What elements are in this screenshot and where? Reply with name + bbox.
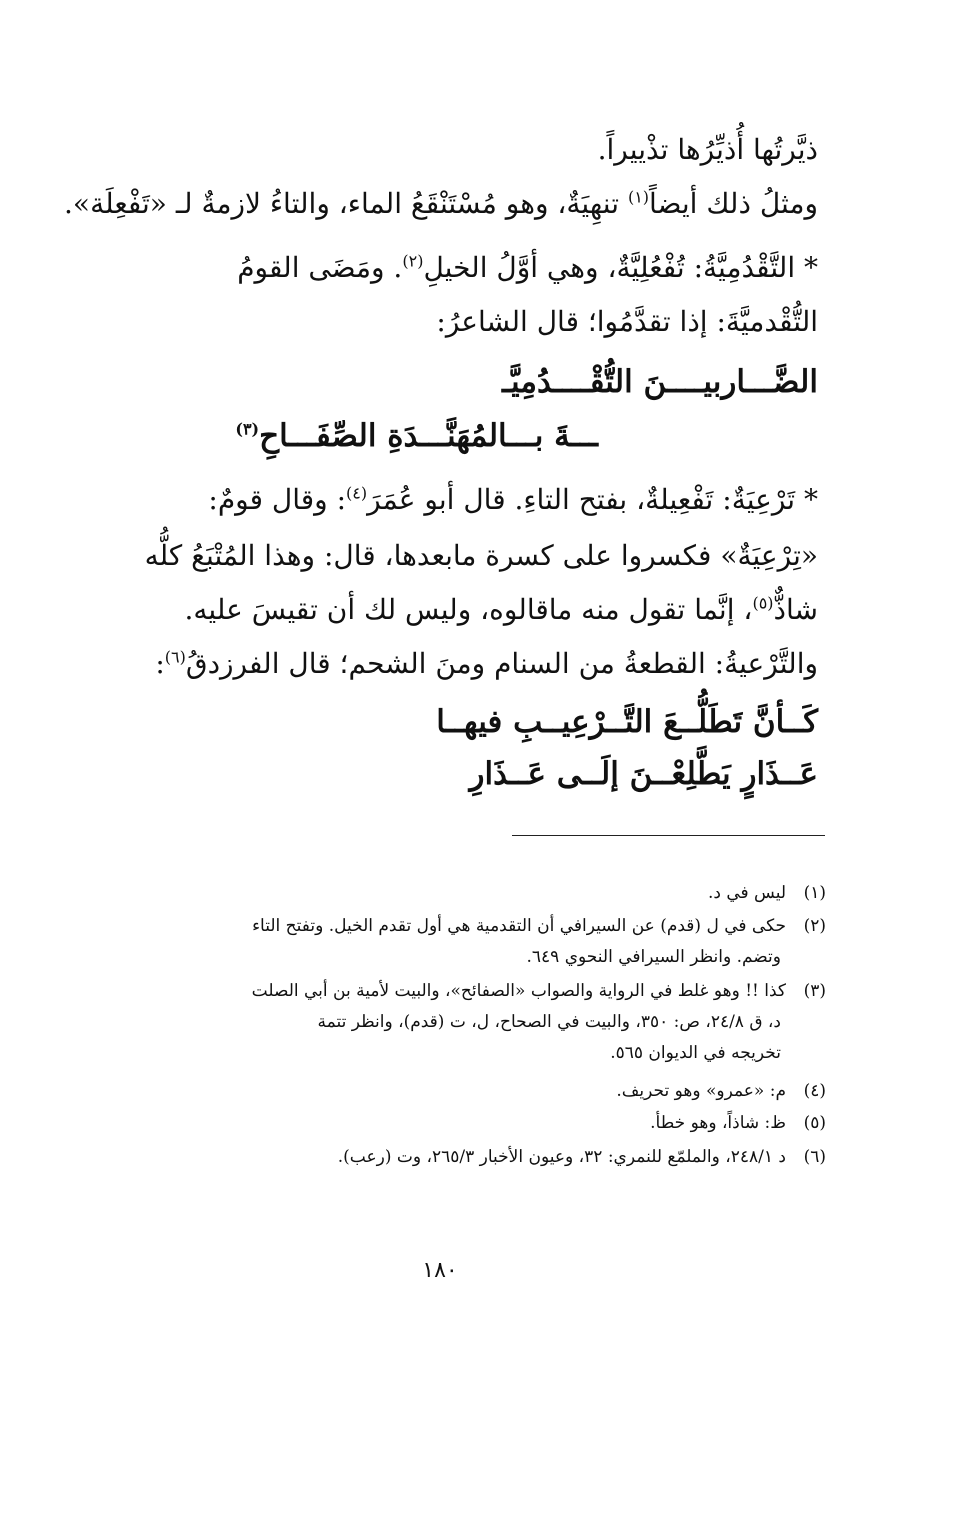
footnote-5 xyxy=(146,1108,826,1139)
footnote-number: (٥) xyxy=(803,1113,826,1133)
text-line-2 xyxy=(64,182,818,226)
footnote-number: (٤) xyxy=(803,1081,826,1101)
text-segment: : xyxy=(155,647,165,680)
footnote-4 xyxy=(146,1076,826,1107)
text-segment: * تَرْعِيَةٌ: تَفْعِيلةٌ، بفتح التاءِ. قال أبو عُمَرَ xyxy=(367,483,818,516)
footnote-text-continued: د، ق ٢٤/٨، ص: ٣٥٠، والبيت في الصحاح، ل، ت (قدم)، وانظر تتمة xyxy=(317,1012,781,1032)
footnote-text: م: «عمرو» وهو تحريف. xyxy=(616,1081,786,1101)
footnote-text: حكى في ل (قدم) عن السيرافي أن التقدمية هي أول تقدم الخيل. وتفتح التاء xyxy=(252,916,786,936)
text-line-1-content: ذيَّرتُها أُذيِّرُها تذْييراً. xyxy=(597,133,818,166)
text-segment: : وقال قومٌ: xyxy=(208,483,347,516)
text-segment: التُّقْدميَّةَ: إذا تقدَّمُوا؛ قال الشاعرُ: xyxy=(436,305,818,338)
footnote-text-continued: وتضم. وانظر السيرافي النحوي ٦٤٩. xyxy=(526,947,781,967)
text-segment: تنهِيَةٌ، وهو مُسْتَنْقَعُ الماء، والتاءُ لازمةٌ لـ «تَفْعِلَة». xyxy=(64,187,628,220)
footnote-6 xyxy=(146,1142,826,1173)
verse-text: ـــةَ بـــالمُهَنَّـــدَةِ الصِّفَـــاحِ xyxy=(259,418,598,454)
text-segment: شاذٌّ xyxy=(773,593,818,626)
text-line-5 xyxy=(208,478,818,522)
footnote-text: ليس في د. xyxy=(707,883,786,903)
text-segment: ومثلُ ذلك أيضاً xyxy=(649,187,818,220)
verse-text: الضَّـــاربيــــنَ التُّقْــــدُمِيَّـ xyxy=(501,364,818,400)
text-segment: «تِرْعِيَةٌ» فكسروا على كسرة مابعدها، قال: وهذا المُتْبَعُ كلُّه xyxy=(144,539,818,572)
verse-text: عَــذَارٍ يَطَّلِعْــنَ إلَــى عَــذَارِ xyxy=(469,756,818,792)
verse-text: كَــأنَّ تَطَلُّــعَ التَّــرْعِيــبِ فيهــا xyxy=(436,704,818,740)
verse-2-hemistich-2 xyxy=(469,752,818,796)
footnote-text-continued: تخريجه في الديوان ٥٦٥. xyxy=(610,1043,781,1063)
footnote-ref-4[interactable]: (٤) xyxy=(346,483,368,503)
footnote-number: (٣) xyxy=(803,981,826,1001)
footnote-ref-3[interactable]: (٣) xyxy=(235,419,260,439)
footnote-1 xyxy=(146,878,826,909)
text-segment: ، إنَّما تقول منه ماقالوه، وليس لك أن تقيسَ عليه. xyxy=(184,593,753,626)
footnote-number: (٦) xyxy=(803,1147,826,1167)
verse-1-hemistich-2 xyxy=(235,414,598,458)
text-line-1 xyxy=(598,128,818,172)
footnote-ref-5[interactable]: (٥) xyxy=(752,593,774,613)
verse-1-hemistich-1 xyxy=(502,360,818,404)
text-line-3 xyxy=(237,246,818,290)
footnote-3 xyxy=(146,976,826,1069)
text-segment: * التَّقْدُمِيَّةُ: تُفْعُلِيَّةٌ، وهي أوَّلُ الخيلِ xyxy=(423,251,818,284)
footnote-text: كذا !! وهو غلط في الرواية والصواب «الصفائح»، والبيت لأمية بن أبي الصلت xyxy=(251,981,786,1001)
text-segment: . ومَضَى القومُ xyxy=(237,251,403,284)
text-line-7 xyxy=(185,588,818,632)
page-number: ١٨٠ xyxy=(422,1258,458,1283)
footnote-ref-1[interactable]: (١) xyxy=(627,187,650,207)
footnote-text: د ٢٤٨/١، والملمّع للنمري: ٣٢، وعيون الأخبار ٢٦٥/٣، وت (رعب). xyxy=(337,1147,786,1167)
footnote-text: ظ: شاذاً، وهو خطأ. xyxy=(650,1113,786,1133)
footnote-number: (١) xyxy=(803,883,826,903)
text-segment: والتَّرْعيةُ: القطعةُ من السنام ومنَ الشحم؛ قال الفرزدقُ xyxy=(185,647,818,680)
text-line-4 xyxy=(436,300,818,344)
footnote-number: (٢) xyxy=(803,916,826,936)
text-line-8 xyxy=(155,642,818,686)
footnote-divider xyxy=(512,835,825,836)
footnote-ref-2[interactable]: (٢) xyxy=(402,251,424,271)
text-line-6 xyxy=(145,534,818,578)
verse-2-hemistich-1 xyxy=(436,700,818,744)
footnote-2 xyxy=(146,911,826,973)
footnote-ref-6[interactable]: (٦) xyxy=(164,647,186,667)
